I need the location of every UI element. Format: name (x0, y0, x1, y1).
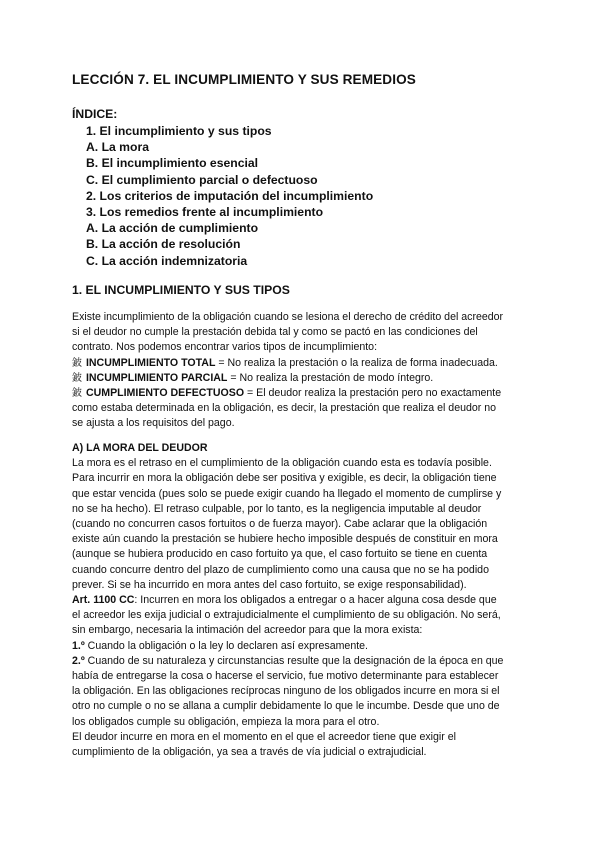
case-2 (72, 654, 532, 669)
text-line: otro no cumple o no se allana a cumplir debidamente lo que le incumbe. Desde que uno de (72, 700, 500, 713)
index-item: A. La acción de cumplimiento (86, 221, 259, 236)
text-line: prever. Si se ha incurrido en mora antes del caso fortuito, se exige responsabilidad). (72, 578, 467, 591)
text-line: como estaba determinada en la obligación, es decir, la prestación que realiza el deudor no (72, 402, 497, 415)
text-line: había de entregarse la cosa o hacerse el servicio, fue motivo determinante para establecer (72, 670, 499, 683)
text-line: Existe incumplimiento de la obligación cuando se lesiona el derecho de crédito del acreedor (72, 311, 504, 323)
article-label: Art. 1100 CC (72, 594, 135, 607)
section-heading: 1. EL INCUMPLIMIENTO Y SUS TIPOS (72, 283, 290, 297)
type-item-defectuoso (72, 386, 532, 401)
text-line: el acreedor les exija judicial o extrajudicialmente el cumplimiento de su obligación. No será, (72, 609, 501, 622)
index-item: 2. Los criterios de imputación del incumplimiento (86, 188, 374, 203)
text-line: La mora es el retraso en el cumplimiento de la obligación cuando esta es todavía posible. (72, 457, 492, 470)
text-line: cuando concurre dentro del plazo de cumplimiento como una causa que no se ha podido (72, 563, 489, 576)
type-desc: = El deudor realiza la prestación pero no exactamente (244, 387, 502, 400)
bullet-glyph: 鈹 (72, 357, 82, 369)
index-item: 3. Los remedios frente al incumplimiento (86, 205, 324, 220)
type-desc: = No realiza la prestación o la realiza de forma inadecuada. (215, 356, 498, 369)
text-line: se ajusta a los requisitos del pago. (72, 417, 235, 430)
bullet-glyph: 鈹 (72, 372, 82, 384)
text-line: la obligación. En las obligaciones recíprocas ninguno de los obligados incurre en mora si el (72, 685, 500, 698)
index-item: C. La acción indemnizatoria (86, 253, 248, 268)
index-item: 1. El incumplimiento y sus tipos (86, 124, 272, 138)
text-line: cumplimiento de la obligación, ya sea a través de vía judicial o extrajudicial. (72, 746, 427, 759)
section1-body (72, 310, 532, 432)
subsection-heading: A) LA MORA DEL DEUDOR (72, 442, 208, 454)
text-line: que estar vencida (pues solo se puede exigir cuando ha llegado el momento de cumplirse y (72, 487, 502, 500)
text-line: contrato. Nos podemos encontrar varios tipos de incumplimiento: (72, 341, 378, 354)
text-line: si el deudor no cumple la prestación debida tal y como se pactó en las condiciones del (72, 326, 478, 339)
text-line: los obligados cumple su obligación, empieza la mora para el otro. (72, 715, 380, 728)
case-label: 2.º (72, 654, 85, 667)
text-line: El deudor incurre en mora en el momento en el que el acreedor tiene que exigir el (72, 730, 456, 743)
type-desc: = No realiza la prestación de modo íntegro. (227, 371, 434, 384)
case-label: 1.º (72, 639, 85, 652)
index-heading: ÍNDICE: (72, 107, 118, 121)
type-item-total (72, 356, 532, 371)
lesson-title: LECCIÓN 7. EL INCUMPLIMIENTO Y SUS REMEDIOS (72, 72, 416, 87)
index-item: B. La acción de resolución (86, 237, 241, 252)
text-line: (cuando no concurren casos fortuitos o de fuerza mayor). Cabe aclarar que la obligación (72, 518, 488, 531)
index-item: A. La mora (86, 140, 149, 155)
index-list (86, 123, 373, 269)
article-line (72, 593, 532, 608)
text-line: sin embargo, necesaria la intimación del acreedor para que la mora exista: (72, 624, 423, 637)
index-item: B. El incumplimiento esencial (86, 156, 259, 171)
article-text: : Incurren en mora los obligados a entregar o a hacer alguna cosa desde que (134, 594, 497, 607)
case-text: Cuando la obligación o la ley lo declaren así expresamente. (84, 639, 368, 652)
text-line: no se ha hecho). El retraso culpable, por lo tanto, es la negligencia imputable al deudor (72, 502, 482, 515)
case-text: Cuando de su naturaleza y circunstancias resulte que la designación de la época en que (84, 654, 504, 667)
type-term: CUMPLIMIENTO DEFECTUOSO (85, 387, 245, 400)
text-line: Para incurrir en mora la obligación debe ser positiva y exigible, es decir, la obligación tiene (72, 472, 497, 485)
type-term: INCUMPLIMIENTO TOTAL (85, 356, 216, 369)
index-item: C. El cumplimiento parcial o defectuoso (86, 172, 318, 187)
case-1 (72, 639, 532, 654)
type-item-parcial (72, 371, 532, 386)
type-term: INCUMPLIMIENTO PARCIAL (85, 371, 228, 384)
text-line: (aunque se hubiera producido en caso fortuito ya que, el caso fortuito se tiene en cuenta (72, 548, 488, 561)
bullet-glyph: 鈹 (72, 388, 82, 400)
mora-section (72, 441, 532, 760)
text-line: existe aún cuando la prestación se hubiere hecho imposible después de constituir en mora (72, 533, 498, 546)
